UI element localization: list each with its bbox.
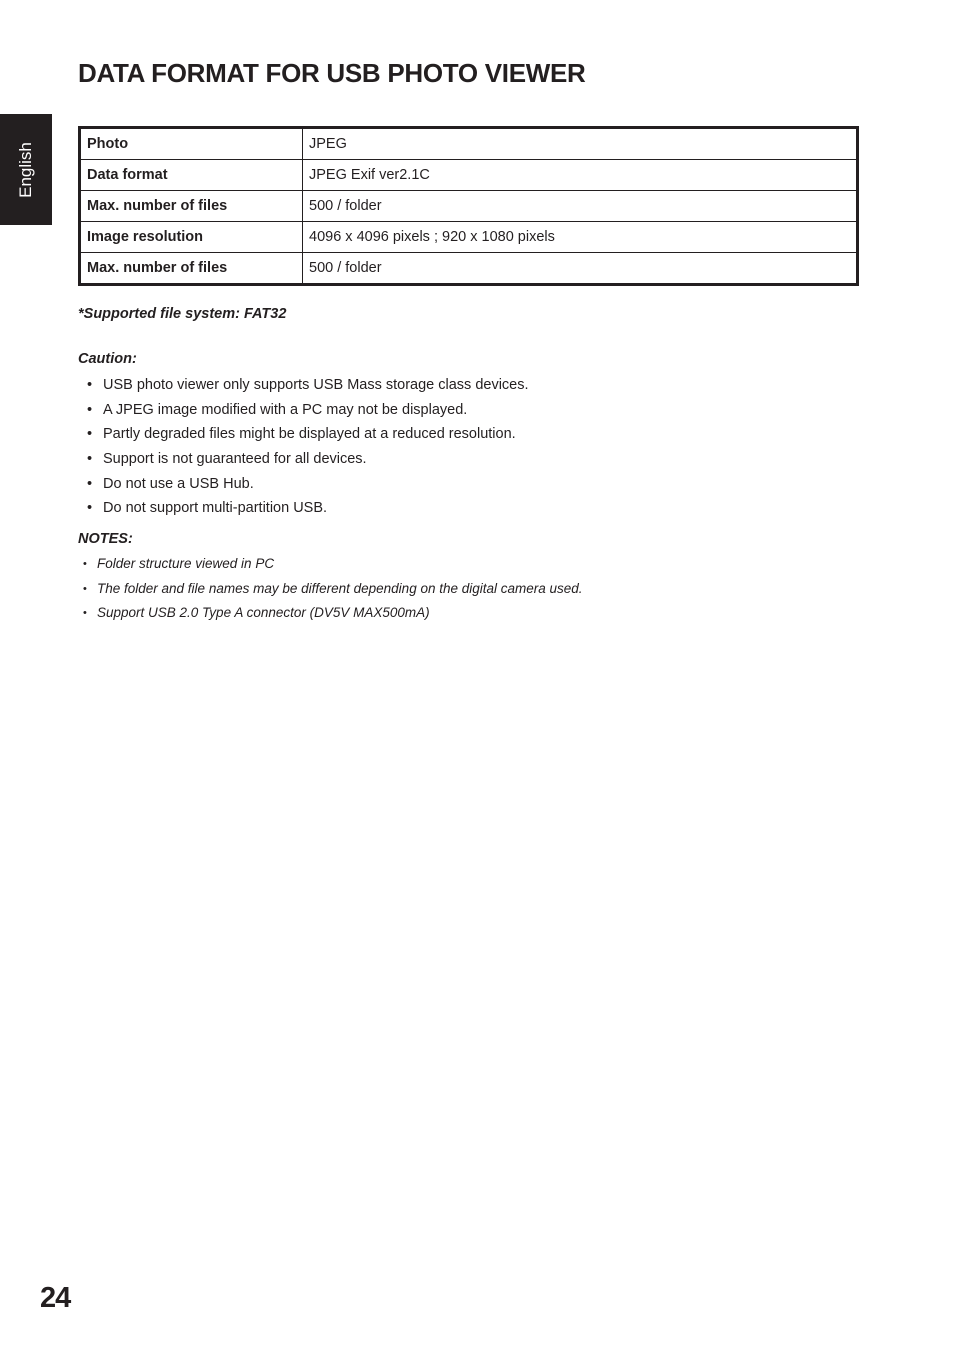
list-item: • Partly degraded files might be displayed at a reduced resolution.: [78, 424, 529, 449]
row-value: JPEG Exif ver2.1C: [303, 160, 858, 191]
row-label: Data format: [80, 160, 303, 191]
list-item: • Do not support multi-partition USB.: [78, 498, 529, 523]
table-row: [80, 160, 858, 191]
notes-list: [78, 554, 583, 628]
table-row: [80, 253, 858, 285]
file-system-note: *Supported file system: FAT32: [78, 306, 287, 322]
list-item: • A JPEG image modified with a PC may not be displayed.: [78, 400, 529, 425]
list-item: • Support USB 2.0 Type A connector (DV5V MAX500mA): [78, 603, 583, 628]
table-row: [80, 222, 858, 253]
list-item: • Folder structure viewed in PC: [78, 554, 583, 579]
row-value: 4096 x 4096 pixels ; 920 x 1080 pixels: [303, 222, 858, 253]
page-title: DATA FORMAT FOR USB PHOTO VIEWER: [78, 58, 586, 88]
notes-heading: NOTES:: [78, 531, 133, 547]
row-value: 500 / folder: [303, 253, 858, 285]
caution-list: [78, 375, 529, 523]
table-row: [80, 191, 858, 222]
language-tab-label: English: [16, 141, 35, 198]
row-value: 500 / folder: [303, 191, 858, 222]
list-item: • The folder and file names may be different depending on the digital camera used.: [78, 579, 583, 604]
row-label: Max. number of files: [80, 191, 303, 222]
row-label: Max. number of files: [80, 253, 303, 285]
caution-heading: Caution:: [78, 351, 137, 367]
row-value: JPEG: [303, 128, 858, 160]
table-row: [80, 128, 858, 160]
spec-table: [78, 126, 859, 286]
list-item: • USB photo viewer only supports USB Mass storage class devices.: [78, 375, 529, 400]
language-tab: [0, 114, 52, 225]
list-item: • Do not use a USB Hub.: [78, 474, 529, 499]
row-label: Photo: [80, 128, 303, 160]
row-label: Image resolution: [80, 222, 303, 253]
page-number: 24: [40, 1282, 71, 1314]
list-item: • Support is not guaranteed for all devices.: [78, 449, 529, 474]
